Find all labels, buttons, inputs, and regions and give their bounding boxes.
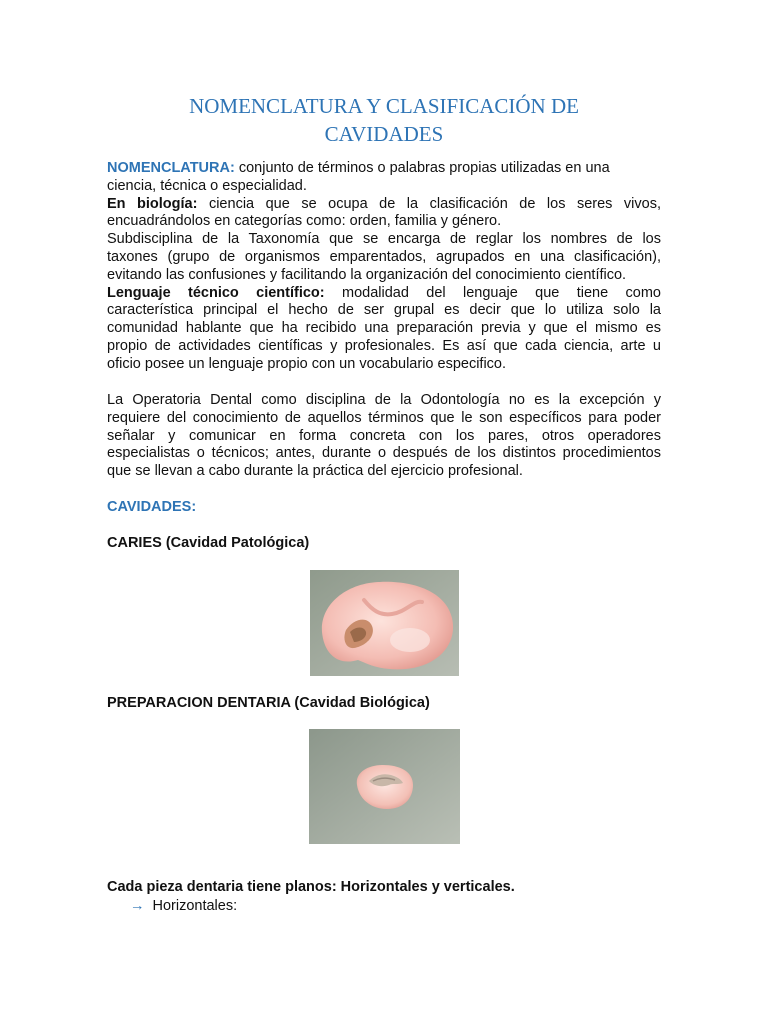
right-arrow-icon: →: [130, 898, 145, 914]
preparacion-heading: PREPARACION DENTARIA (Cavidad Biológica): [107, 695, 430, 711]
page-title: [107, 92, 661, 148]
biologia-line-2: encuadrándolos en categorías como: orden, familia y género.: [107, 213, 502, 230]
operatoria-line-1: La Operatoria Dental como disciplina de la Odontología no es la excepción y: [107, 392, 661, 408]
lenguaje-line-3: comunidad hablante que ha recibido una preparación previa y que el mismo es: [107, 320, 661, 337]
cavidades-heading: CAVIDADES:: [107, 499, 197, 515]
nomenclatura-term: NOMENCLATURA: [107, 160, 230, 176]
subdisciplina-line-1: Subdisciplina de la Taxonomía que se encarga de reglar los nombres de los: [107, 231, 661, 248]
preparacion-tooth-photo: [309, 729, 460, 844]
preparacion-tooth-image: [309, 729, 460, 844]
biologia-line-1: [107, 196, 661, 214]
nomenclatura-colon: :: [229, 160, 235, 176]
caries-tooth-image: [310, 570, 459, 676]
operatoria-paragraph: [107, 392, 661, 481]
biologia-term: En biología:: [107, 195, 198, 212]
subdisciplina-line-2: taxones (grupo de organismos emparentados, agrupados en una clasificación),: [107, 248, 661, 265]
planos-heading: Cada pieza dentaria tiene planos: Horizontales y verticales.: [107, 879, 515, 895]
lenguaje-line-5: oficio posee un lenguaje propio con un vocabulario especifico.: [107, 355, 507, 372]
caries-tooth-photo: [310, 570, 459, 676]
list-item-horizontales: [130, 898, 237, 914]
operatoria-line-2: requiere del conocimiento de aquellos términos que le son específicos para poder: [107, 409, 661, 426]
nomenclatura-line-2: ciencia, técnica o especialidad.: [107, 177, 307, 194]
list-item-label: Horizontales:: [152, 898, 238, 914]
title-line-1: NOMENCLATURA Y CLASIFICACIÓN DE: [189, 94, 579, 118]
lenguaje-def-1: modalidad del lenguaje que tiene como: [324, 284, 661, 301]
subdisciplina-line-3: evitando las confusiones y facilitando la organización del conocimiento científico.: [107, 266, 627, 283]
caries-heading: CARIES (Cavidad Patológica): [107, 535, 310, 551]
title-line-2: CAVIDADES: [324, 122, 444, 146]
operatoria-line-4: especialistas o técnicos; antes, durante o después de los distintos procedimientos: [107, 445, 661, 462]
lenguaje-term: Lenguaje técnico científico:: [107, 284, 325, 301]
biologia-def-1: ciencia que se ocupa de la clasificación de los seres vivos,: [197, 195, 662, 212]
operatoria-line-3: señalar y comunicar en forma concreta con los pares, otros operadores: [107, 427, 661, 444]
lenguaje-line-2: característica principal el hecho de ser grupal es decir que lo utiliza solo la: [107, 302, 661, 319]
definitions-block: [107, 160, 661, 374]
operatoria-line-5: que se llevan a cabo durante la práctica del ejercicio profesional.: [107, 463, 523, 480]
nomenclatura-line-1: [107, 160, 661, 178]
nomenclatura-def-1: conjunto de términos o palabras propias utilizadas en una: [234, 160, 610, 176]
lenguaje-line-1: [107, 285, 661, 303]
lenguaje-line-4: propio de actividades científicas y profesionales. Es así que cada ciencia, arte u: [107, 337, 661, 354]
